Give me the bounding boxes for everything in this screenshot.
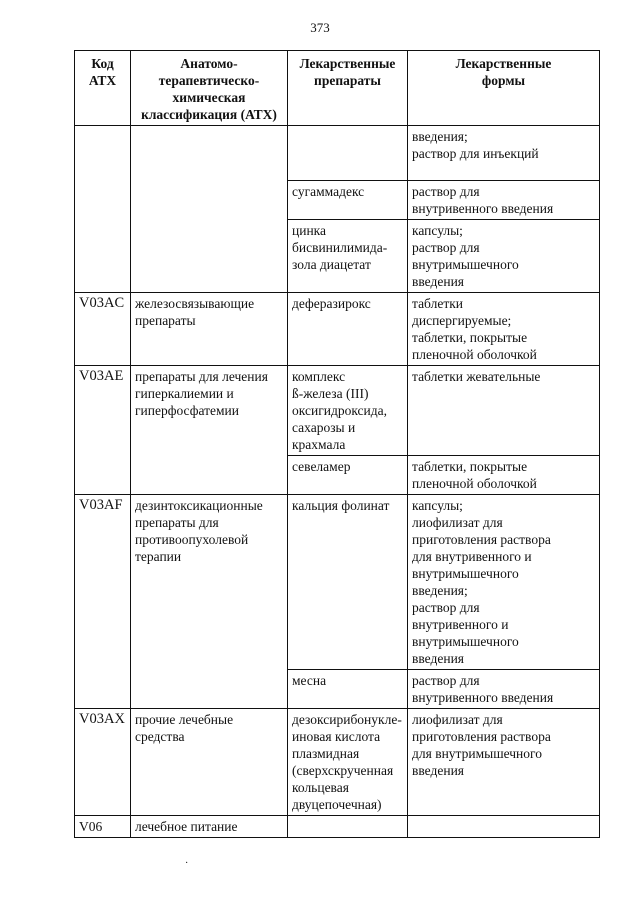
cell-code: V06 [75,816,131,838]
table-row [75,366,600,456]
cell-code: V03AF [75,495,131,709]
cell-forms [408,816,600,838]
cell-classification: дезинтоксикационные препараты для противоопухолевой терапии [131,495,288,709]
cell-classification: железосвязывающие препараты [131,293,288,366]
table-row [75,293,600,366]
cell-classification: лечебное питание [131,816,288,838]
cell-forms: введения; раствор для инъекций [408,126,600,181]
cell-code: V03AX [75,709,131,816]
cell-drug: севеламер [288,456,408,495]
cell-forms: раствор для внутривенного введения [408,670,600,709]
cell-classification: препараты для лечения гиперкалиемии и гиперфосфатемии [131,366,288,495]
cell-forms: лиофилизат для приготовления раствора для внутримышечного введения [408,709,600,816]
header-forms: Лекарственные формы [408,51,600,126]
cell-code-empty [75,126,131,293]
cell-drug: деферазирокс [288,293,408,366]
table-row [75,816,600,838]
cell-forms: капсулы; лиофилизат для приготовления раствора для внутривенного и внутримышечного введения; раствор для внутривенного и внутримышечного введения [408,495,600,670]
cell-drug: комплекс ß-железа (III) оксигидроксида, сахарозы и крахмала [288,366,408,456]
cell-drug-empty [288,126,408,181]
atx-drug-table [74,50,600,838]
header-drugs: Лекарственные препараты [288,51,408,126]
header-classification: Анатомо- терапевтическо- химическая классификация (АТХ) [131,51,288,126]
cell-code: V03AC [75,293,131,366]
cell-drug: сугаммадекс [288,181,408,220]
cell-classification-empty [131,126,288,293]
cell-drug: цинка бисвинилимида- зола диацетат [288,220,408,293]
cell-drug [288,816,408,838]
page-number: 373 [310,20,330,35]
cell-drug: кальция фолинат [288,495,408,670]
scan-artifact-dot: · [185,858,189,869]
cell-forms: таблетки, покрытые пленочной оболочкой [408,456,600,495]
cell-forms: таблетки жевательные [408,366,600,456]
cell-classification: прочие лечебные средства [131,709,288,816]
cell-drug: месна [288,670,408,709]
cell-forms: раствор для внутривенного введения [408,181,600,220]
cell-drug: дезоксирибонукле- иновая кислота плазмидная (сверхскрученная кольцевая двуцепочечная) [288,709,408,816]
table-header-row [75,51,600,126]
table-row [75,126,600,181]
table-row [75,495,600,670]
header-code: Код АТХ [75,51,131,126]
table-row [75,709,600,816]
cell-code: V03AE [75,366,131,495]
cell-forms: таблетки диспергируемые; таблетки, покрытые пленочной оболочкой [408,293,600,366]
cell-forms: капсулы; раствор для внутримышечного введения [408,220,600,293]
